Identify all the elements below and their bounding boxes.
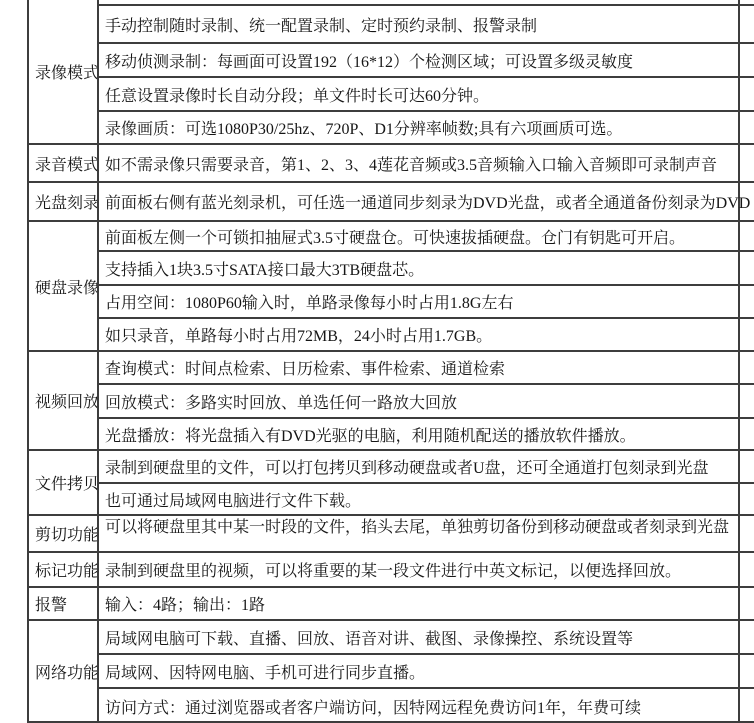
spec-cell-query-mode: 查询模式：时间点检索、日历检索、事件检索、通道检索 <box>97 352 754 385</box>
spec-cell-blu-ray-burner: 前面板右侧有蓝光刻录机，可任选一通道同步刻录为DVD光盘，或者全通道备份刻录为DVD <box>97 183 754 222</box>
spec-cell-mark-video: 录制到硬盘里的视频，可以将重要的某一段文件进行中英文标记，以便选择回放。 <box>97 553 754 588</box>
spec-cell-access-method: 访问方式：通过浏览器或者客户端访问，因特网远程免费访问1年，年费可续 <box>97 689 754 723</box>
spec-cell-auto-segment: 任意设置录像时长自动分段；单文件时长可达60分钟。 <box>97 78 754 112</box>
spec-cell-playback-mode: 回放模式：多路实时回放、单选任何一路放大回放 <box>97 385 754 419</box>
spec-cell-manual-record: 手动控制随时录制、统一配置录制、定时预约录制、报警录制 <box>97 6 754 44</box>
spec-cell-audio-input: 如不需录像只需要录音，第1、2、3、4莲花音频或3.5音频输入口输入音频即可录制声音 <box>97 145 754 183</box>
group-label-hdd-recording: 硬盘录像 <box>29 222 97 352</box>
spec-cell-alarm-io: 输入：4路；输出：1路 <box>97 588 754 621</box>
group-label-alarm: 报警 <box>29 588 97 621</box>
spec-cell-disc-playback: 光盘播放：将光盘插入有DVD光驱的电脑，利用随机配送的播放软件播放。 <box>97 419 754 451</box>
spec-table <box>27 0 751 723</box>
group-label-disc-burning: 光盘刻录 <box>29 183 97 222</box>
spec-cell-motion-detect: 移动侦测录制：每画面可设置192（16*12）个检测区域；可设置多级灵敏度 <box>97 44 754 78</box>
group-label-network-functions: 网络功能 <box>29 621 97 723</box>
group-label-mark-function: 标记功能 <box>29 553 97 588</box>
group-label-recording-mode: 录像模式 <box>29 0 97 145</box>
group-label-audio-recording-mode: 录音模式 <box>29 145 97 183</box>
spec-cell-sync-broadcast: 局域网、因特网电脑、手机可进行同步直播。 <box>97 655 754 689</box>
spec-cell-hdd-drawer: 前面板左侧一个可锁扣抽屉式3.5寸硬盘仓。可快速拔插硬盘。仓门有钥匙可开启。 <box>97 222 754 252</box>
spec-cell-space-usage: 占用空间：1080P60输入时，单路录像每小时占用1.8G左右 <box>97 286 754 319</box>
spec-cell-audio-space-usage: 如只录音，单路每小时占用72MB，24小时占用1.7GB。 <box>97 319 754 352</box>
spec-cell-record-quality: 录像画质：可选1080P30/25hz、720P、D1分辨率帧数;具有六项画质可选。 <box>97 112 754 145</box>
spec-cell-file-copy-usb: 录制到硬盘里的文件，可以打包拷贝到移动硬盘或者U盘，还可全通道打包刻录到光盘 <box>97 451 754 484</box>
spec-cell-lan-download: 也可通过局域网电脑进行文件下载。 <box>97 484 754 516</box>
spec-cell-lan-features: 局域网电脑可下载、直播、回放、语音对讲、截图、录像操控、系统设置等 <box>97 621 754 655</box>
group-label-file-copy: 文件拷贝 <box>29 451 97 516</box>
group-label-video-playback: 视频回放 <box>29 352 97 451</box>
spec-cell-clip-backup: 可以将硬盘里其中某一时段的文件，掐头去尾，单独剪切备份到移动硬盘或者刻录到光盘 <box>97 516 754 553</box>
group-label-clip-function: 剪切功能 <box>29 516 97 553</box>
spec-cell-sata-support: 支持插入1块3.5寸SATA接口最大3TB硬盘芯。 <box>97 252 754 286</box>
